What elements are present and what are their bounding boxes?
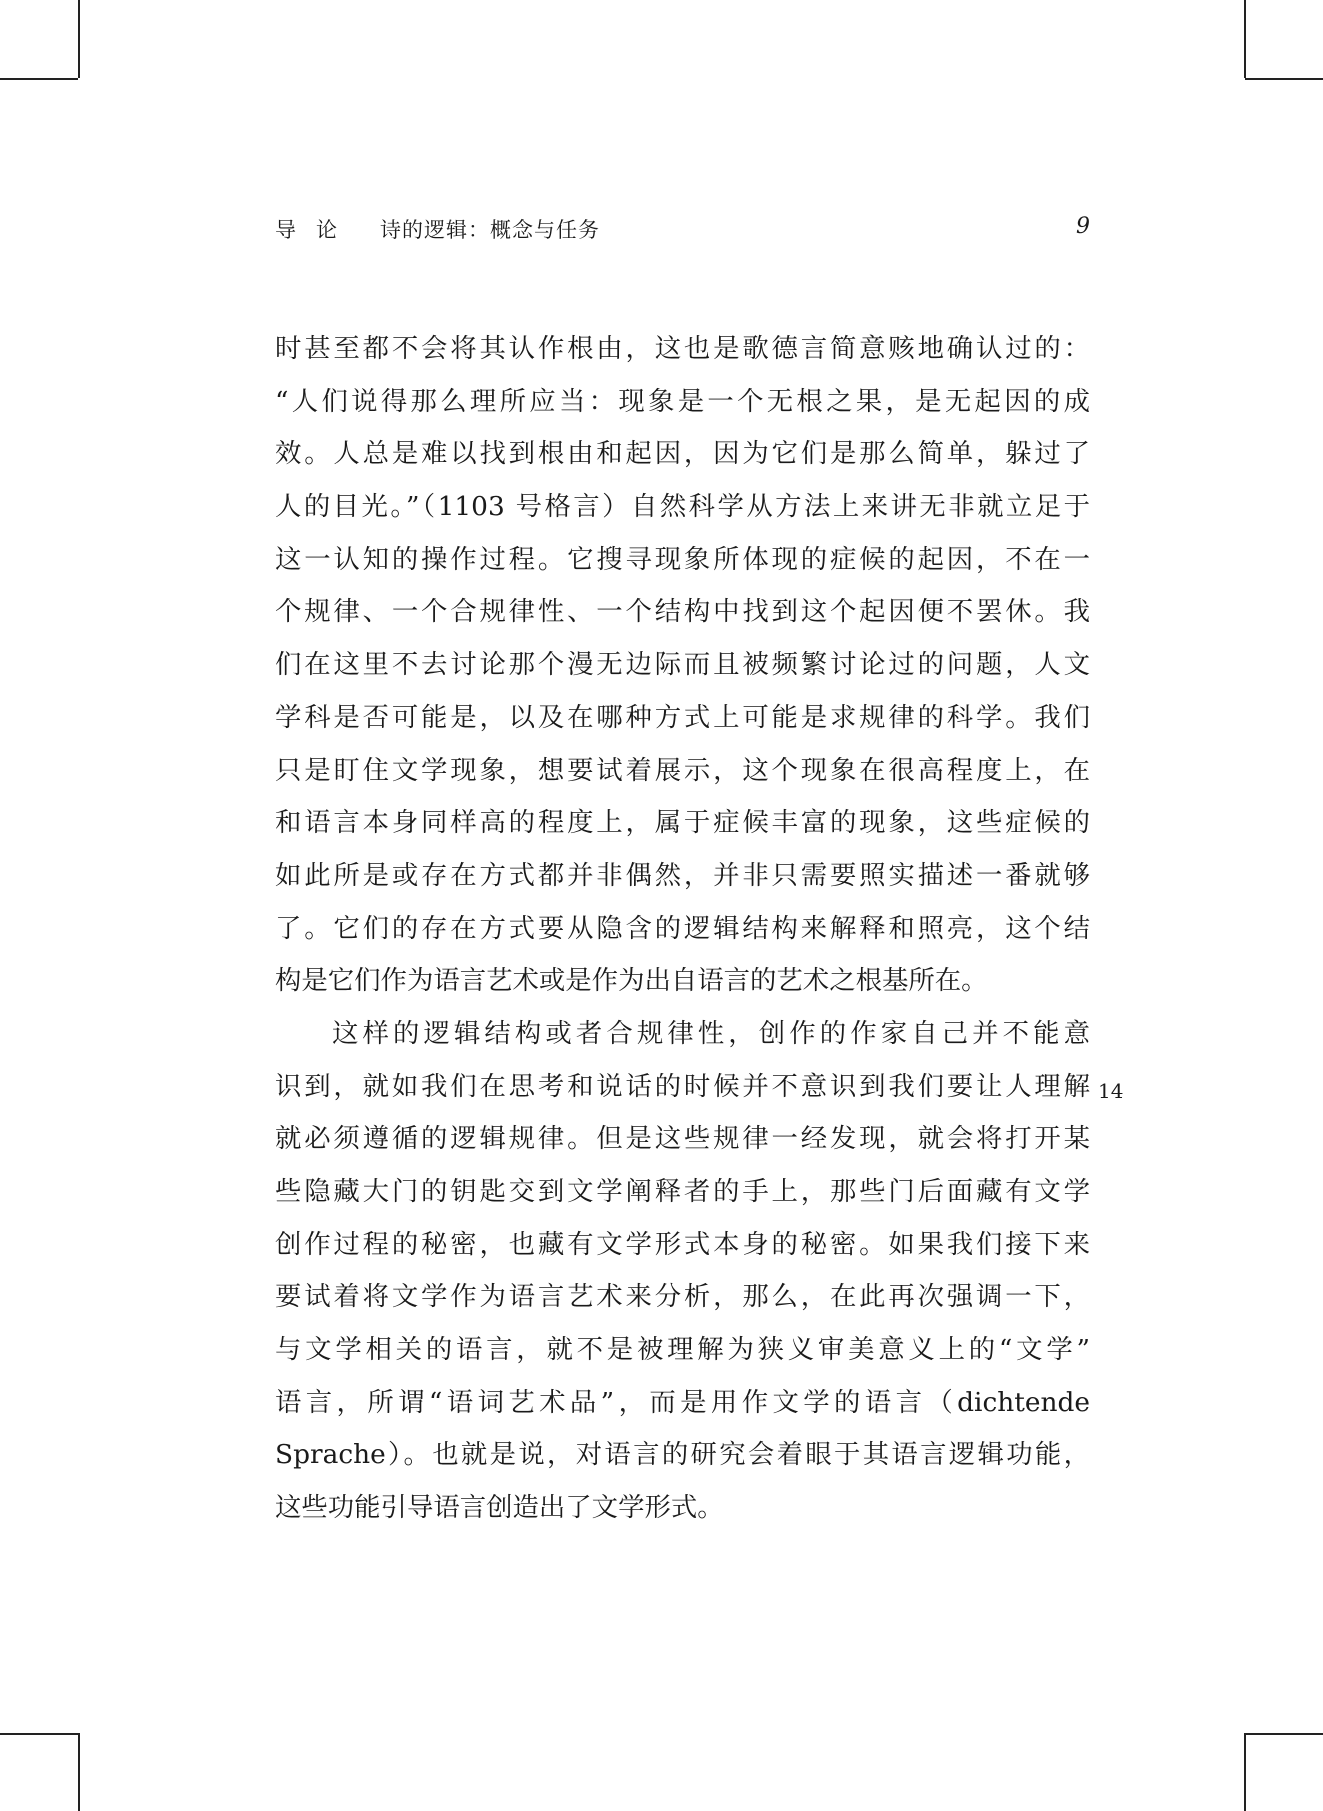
body-text — [275, 323, 1090, 1535]
chapter-lead: 导论 — [275, 218, 357, 242]
text-line: “人们说得那么理所应当：现象是一个无根之果，是无起因的成 — [275, 385, 1090, 417]
text-line: 个规律、一个合规律性、一个结构中找到这个起因便不罢休。我 — [275, 596, 1090, 628]
text-line: 这样的逻辑结构或者合规律性，创作的作家自己并不能意 — [332, 1017, 1090, 1049]
text-line: 时甚至都不会将其认作根由，这也是歌德言简意赅地确认过的： — [275, 333, 1090, 364]
page-number: 9 — [1076, 214, 1090, 239]
running-head — [275, 210, 1090, 250]
text-line: 创作过程的秘密，也藏有文学形式本身的秘密。如果我们接下来 — [275, 1228, 1090, 1260]
text-line: 与文学相关的语言，就不是被理解为狭义审美意义上的“文学” — [275, 1334, 1090, 1366]
chapter-title: 诗的逻辑：概念与任务 — [380, 218, 600, 242]
crop-mark-top-left-horizontal — [0, 78, 78, 80]
text-line: 语言，所谓“语词艺术品”，而是用作文学的语言（dichtende — [275, 1386, 1090, 1418]
crop-mark-bottom-right-vertical — [1244, 1733, 1246, 1811]
text-line: 构是它们作为语言艺术或是作为出自语言的艺术之根基所在。 — [275, 965, 988, 997]
crop-mark-top-right-vertical — [1244, 0, 1246, 78]
text-line: 识到，就如我们在思考和说话的时候并不意识到我们要让人理解 — [275, 1070, 1090, 1102]
paragraph-1 — [275, 323, 1090, 1008]
text-line: 只是盯住文学现象，想要试着展示，这个现象在很高程度上，在 — [275, 754, 1090, 786]
text-line: 人的目光。”（1103 号格言）自然科学从方法上来讲无非就立足于 — [275, 491, 1090, 523]
text-line: 些隐藏大门的钥匙交到文学阐释者的手上，那些门后面藏有文学 — [275, 1176, 1090, 1207]
text-line: 效。人总是难以找到根由和起因，因为它们是那么简单，躲过了 — [275, 438, 1090, 470]
text-line: 学科是否可能是，以及在哪种方式上可能是求规律的科学。我们 — [275, 701, 1090, 733]
text-line: 和语言本身同样高的程度上，属于症候丰富的现象，这些症候的 — [275, 807, 1090, 839]
text-line: 这一认知的操作过程。它搜寻现象所体现的症候的起因，不在一 — [275, 543, 1090, 575]
margin-page-reference: 14 — [1098, 1079, 1124, 1103]
text-line: 就必须遵循的逻辑规律。但是这些规律一经发现，就会将打开某 — [275, 1123, 1090, 1155]
text-line: 这些功能引导语言创造出了文学形式。 — [275, 1492, 724, 1524]
running-head-chapter — [275, 214, 600, 244]
text-line: 们在这里不去讨论那个漫无边际而且被频繁讨论过的问题，人文 — [275, 649, 1090, 681]
text-line: 如此所是或存在方式都并非偶然，并非只需要照实描述一番就够 — [275, 859, 1090, 891]
text-line: Sprache）。也就是说，对语言的研究会着眼于其语言逻辑功能， — [275, 1439, 1090, 1471]
paragraph-2 — [275, 1008, 1090, 1535]
crop-mark-top-right-horizontal — [1245, 78, 1323, 80]
text-line: 要试着将文学作为语言艺术来分析，那么，在此再次强调一下， — [275, 1281, 1090, 1313]
crop-mark-bottom-left-vertical — [78, 1733, 80, 1811]
text-line: 了。它们的存在方式要从隐含的逻辑结构来解释和照亮，这个结 — [275, 912, 1090, 944]
crop-mark-bottom-right-horizontal — [1245, 1733, 1323, 1735]
crop-mark-top-left-vertical — [78, 0, 80, 78]
crop-mark-bottom-left-horizontal — [0, 1733, 78, 1735]
